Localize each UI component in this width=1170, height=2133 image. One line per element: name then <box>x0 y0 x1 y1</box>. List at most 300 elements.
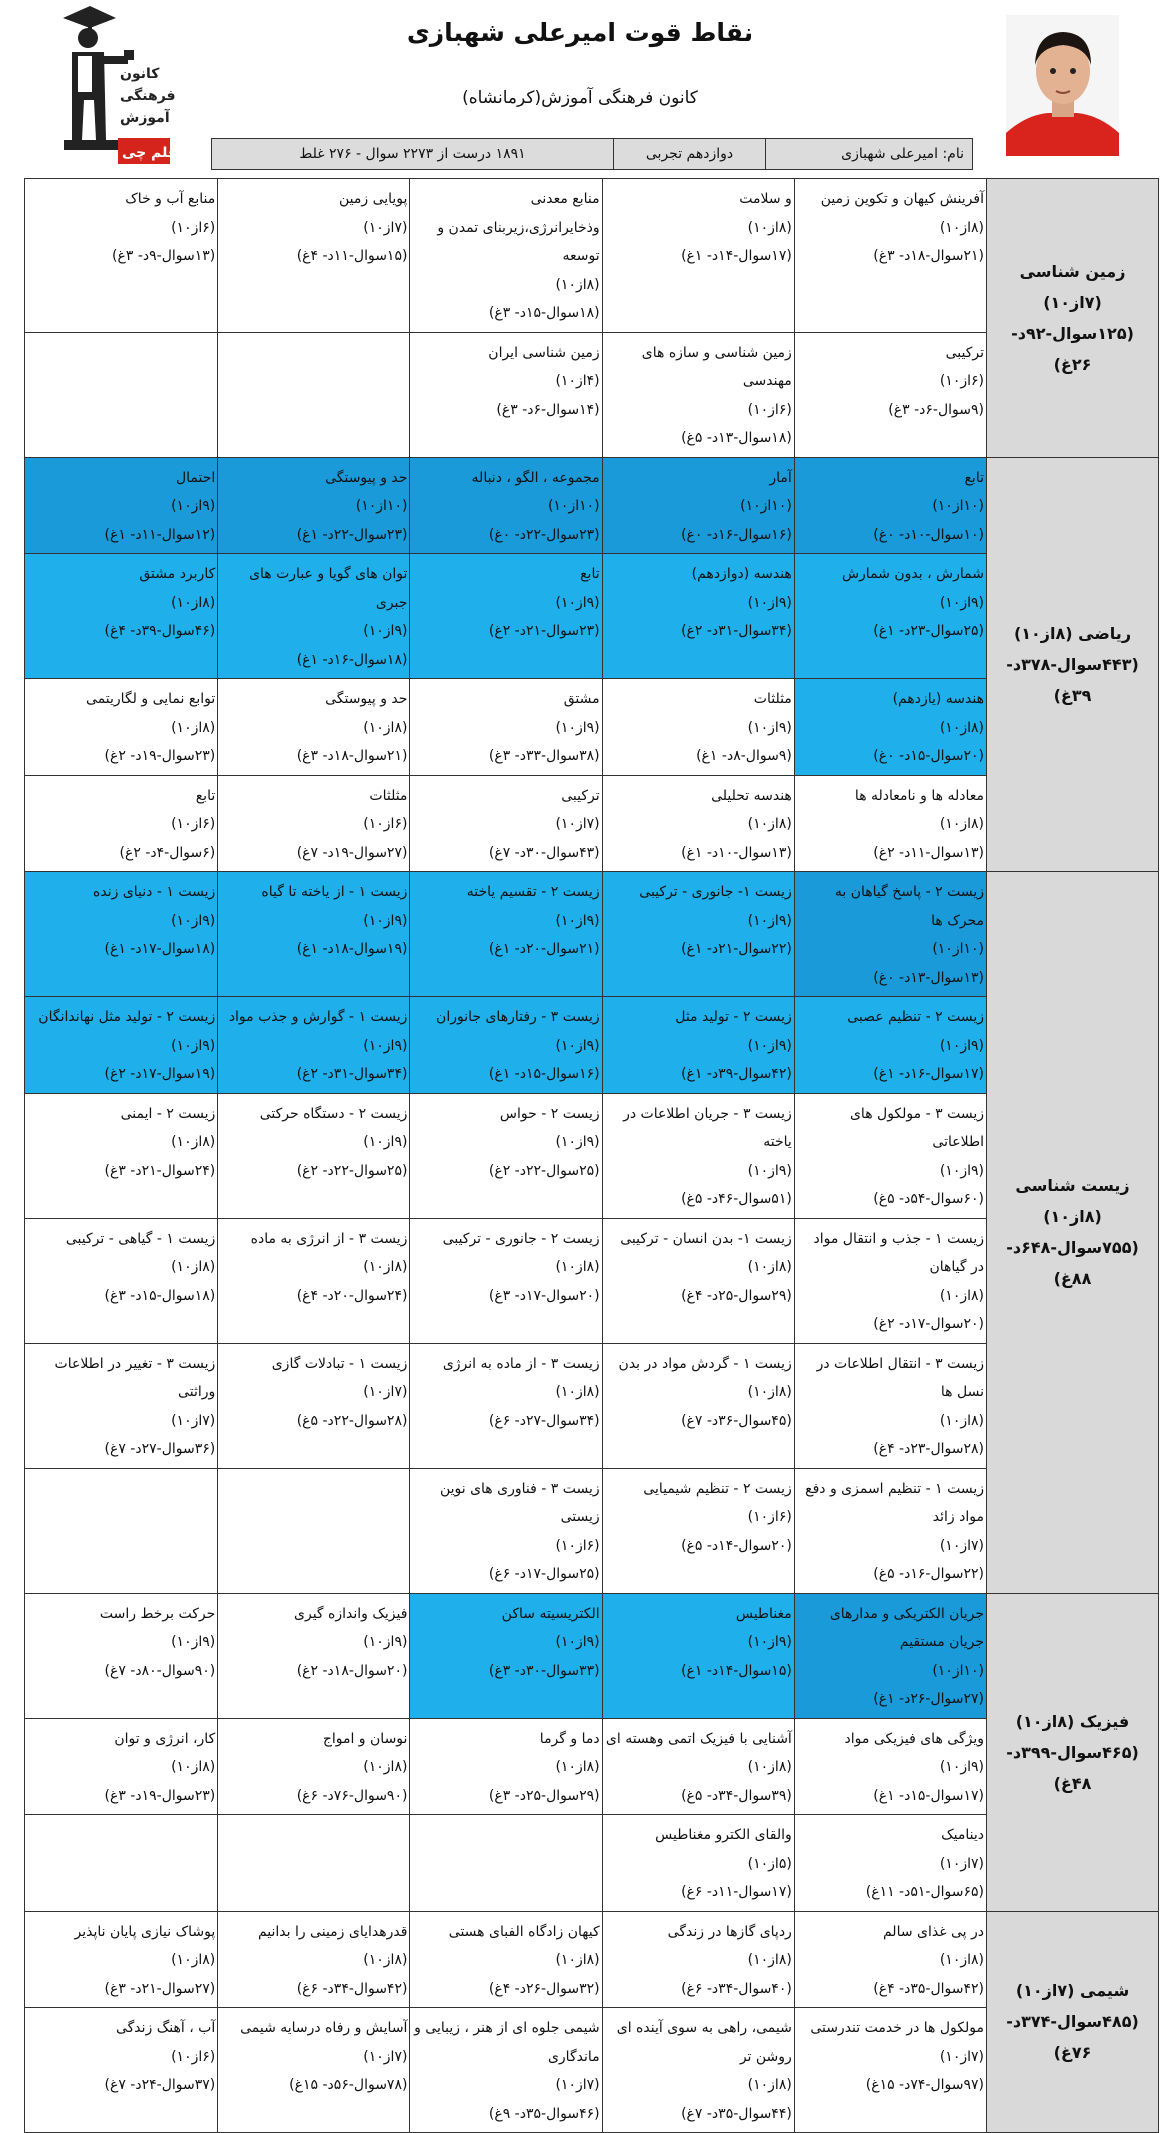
topic-cell <box>25 1219 217 1343</box>
topic-name: و سلامت <box>605 185 792 214</box>
topic-cell <box>25 1094 217 1218</box>
topic-name: آسایش و رفاه درسایه شیمی <box>220 2014 407 2043</box>
topic-counts: (۱۳سوال-۹د- ۳غ) <box>27 242 215 271</box>
topic-counts: (۱۸سوال-۱۷د- ۱غ) <box>27 935 215 964</box>
topic-cell <box>602 997 794 1093</box>
table-row <box>25 776 986 872</box>
topic-counts: (۲۴سوال-۲۱د- ۳غ) <box>27 1157 215 1186</box>
topic-counts: (۲۵سوال-۲۲د- ۲غ) <box>220 1157 407 1186</box>
empty-cell <box>25 1469 217 1593</box>
topic-score: (۸از۱۰) <box>605 1253 792 1282</box>
topic-counts: (۱۷سوال-۱۱د- ۶غ) <box>605 1878 792 1907</box>
topic-name: معادله ها و نامعادله ها <box>797 782 984 811</box>
report-header <box>0 0 1170 178</box>
topic-score: (۹از۱۰) <box>412 714 599 743</box>
topic-cell <box>217 179 409 332</box>
topic-score: (۷از۱۰) <box>797 2043 984 2072</box>
topic-counts: (۳۴سوال-۲۷د- ۶غ) <box>412 1407 599 1436</box>
topic-cell <box>602 179 794 332</box>
topic-counts: (۲۳سوال-۱۹د- ۲غ) <box>27 742 215 771</box>
topic-cell <box>794 776 986 872</box>
topic-name: زیست ۲ - جانوری - ترکیبی <box>412 1225 599 1254</box>
topic-name: حد و پیوستگی <box>220 685 407 714</box>
student-info-bar <box>211 138 973 170</box>
empty-cell <box>217 1469 409 1593</box>
topic-cell <box>217 872 409 996</box>
topic-name: مغناطیس <box>605 1600 792 1629</box>
topic-score: (۸از۱۰) <box>797 1282 984 1311</box>
topic-counts: (۴۶سوال-۳۵د- ۹غ) <box>412 2100 599 2129</box>
topic-name: تابع <box>27 782 215 811</box>
topic-name: زیست ۱ - تبادلات گازی <box>220 1350 407 1379</box>
topic-counts: (۲۰سوال-۱۸د- ۲غ) <box>220 1657 407 1686</box>
topic-counts: (۱۷سوال-۱۴د- ۱غ) <box>605 242 792 271</box>
topic-score: (۷از۱۰) <box>797 1850 984 1879</box>
topic-score: (۹از۱۰) <box>220 1128 407 1157</box>
topic-counts: (۲۰سوال-۱۵د- ۰غ) <box>797 742 984 771</box>
topic-cell <box>25 1594 217 1718</box>
topic-score: (۱۰از۱۰) <box>412 492 599 521</box>
topic-counts: (۳۴سوال-۳۱د- ۲غ) <box>605 617 792 646</box>
topic-counts: (۳۴سوال-۳۱د- ۲غ) <box>220 1060 407 1089</box>
topic-score: (۸از۱۰) <box>27 1753 215 1782</box>
student-name: نام: امیرعلی شهبازی <box>765 139 972 169</box>
topic-score: (۷از۱۰) <box>220 1378 407 1407</box>
topic-name: کیهان زادگاه الفبای هستی <box>412 1918 599 1947</box>
topic-counts: (۲۵سوال-۱۷د- ۶غ) <box>412 1560 599 1589</box>
topic-name: والقای الکترو مغناطیس <box>605 1821 792 1850</box>
topic-score: (۹از۱۰) <box>27 1628 215 1657</box>
subject-section <box>25 872 1159 1594</box>
topic-cell <box>409 458 601 554</box>
table-row <box>25 333 986 457</box>
topic-cell <box>409 872 601 996</box>
topic-score: (۸از۱۰) <box>220 714 407 743</box>
table-row <box>25 997 986 1094</box>
table-row <box>25 1094 986 1219</box>
topic-name: ترکیبی <box>797 339 984 368</box>
table-row <box>25 1719 986 1816</box>
topic-counts: (۴۴سوال-۳۵د- ۷غ) <box>605 2100 792 2129</box>
topic-name: مثلثات <box>605 685 792 714</box>
topic-name: ترکیبی <box>412 782 599 811</box>
topic-counts: (۴۲سوال-۳۴د- ۶غ) <box>220 1975 407 2004</box>
topic-counts: (۶سوال-۴د- ۲غ) <box>27 839 215 868</box>
subject-label: ریاضی (۸از۱۰) (۴۴۳سوال-۳۷۸د- ۳۹غ) <box>986 458 1159 872</box>
topic-counts: (۳۲سوال-۲۶د- ۴غ) <box>412 1975 599 2004</box>
topic-name: زیست ۲ - تولید مثل نهاندانگان <box>27 1003 215 1032</box>
topic-name: مولکول ها در خدمت تندرستی <box>797 2014 984 2043</box>
topic-name: تابع <box>412 560 599 589</box>
topic-cell <box>409 2008 601 2132</box>
topic-cell <box>794 1719 986 1815</box>
topic-cell <box>602 679 794 775</box>
topic-name: توابع نمایی و لگاریتمی <box>27 685 215 714</box>
topic-cell <box>409 1594 601 1718</box>
topic-name: زیست ۱ - گوارش و جذب مواد <box>220 1003 407 1032</box>
topic-score: (۶از۱۰) <box>605 396 792 425</box>
topic-score: (۹از۱۰) <box>220 1032 407 1061</box>
topic-score: (۹از۱۰) <box>412 907 599 936</box>
topic-name: شمارش ، بدون شمارش <box>797 560 984 589</box>
empty-cell <box>25 333 217 457</box>
topic-name: زیست ۲ - حواس <box>412 1100 599 1129</box>
topic-cell <box>25 776 217 872</box>
table-row <box>25 1594 986 1719</box>
topic-name: آب ، آهنگ زندگی <box>27 2014 215 2043</box>
topic-score: (۸از۱۰) <box>27 714 215 743</box>
table-row <box>25 1912 986 2009</box>
topic-cell <box>602 1719 794 1815</box>
topic-score: (۶از۱۰) <box>27 214 215 243</box>
topic-name: پویایی زمین <box>220 185 407 214</box>
topic-cell <box>25 554 217 678</box>
topic-name: زمین شناسی و سازه های مهندسی <box>605 339 792 396</box>
topic-score: (۷از۱۰) <box>220 2043 407 2072</box>
topic-counts: (۱۶سوال-۱۶د- ۰غ) <box>605 521 792 550</box>
topic-cell <box>602 1344 794 1468</box>
topic-name: نوسان و امواج <box>220 1725 407 1754</box>
topic-score: (۸از۱۰) <box>605 1753 792 1782</box>
topic-name: ردپای گازها در زندگی <box>605 1918 792 1947</box>
topic-name: زیست ۳ - رفتارهای جانوران <box>412 1003 599 1032</box>
topic-score: (۴از۱۰) <box>412 367 599 396</box>
subject-section <box>25 1594 1159 1912</box>
page-title: نقاط قوت امیرعلی شهبازی <box>330 18 830 47</box>
topic-score: (۹از۱۰) <box>797 589 984 618</box>
table-row <box>25 458 986 555</box>
topic-score: (۸از۱۰) <box>412 1946 599 1975</box>
topic-cell <box>602 1912 794 2008</box>
topic-name: کار، انرژی و توان <box>27 1725 215 1754</box>
topic-cell <box>602 1219 794 1343</box>
subject-label: شیمی (۷از۱۰) (۴۸۵سوال-۳۷۴د- ۷۶غ) <box>986 1912 1159 2133</box>
topic-cell <box>409 1912 601 2008</box>
topic-name: در پی غذای سالم <box>797 1918 984 1947</box>
topic-cell <box>602 1815 794 1911</box>
topic-counts: (۱۵سوال-۱۱د- ۴غ) <box>220 242 407 271</box>
topic-name: زیست ۲ - پاسخ گیاهان به محرک ها <box>797 878 984 935</box>
topic-counts: (۴۳سوال-۳۰د- ۷غ) <box>412 839 599 868</box>
topic-cell <box>409 1094 601 1218</box>
topic-counts: (۴۶سوال-۳۹د- ۴غ) <box>27 617 215 646</box>
topic-name: آمار <box>605 464 792 493</box>
topic-counts: (۲۱سوال-۱۸د- ۳غ) <box>797 242 984 271</box>
empty-cell <box>409 1815 601 1911</box>
subject-label: زیست شناسی (۸از۱۰) (۷۵۵سوال-۶۴۸د- ۸۸غ) <box>986 872 1159 1593</box>
topic-cell <box>602 1094 794 1218</box>
topic-score: (۷از۱۰) <box>412 810 599 839</box>
topic-name: زیست ۲ - تولید مثل <box>605 1003 792 1032</box>
topic-name: آفرینش کیهان و تکوین زمین <box>797 185 984 214</box>
topic-name: منابع آب و خاک <box>27 185 215 214</box>
svg-text:فرهنگی: فرهنگی <box>120 87 176 104</box>
topic-score: (۸از۱۰) <box>27 1253 215 1282</box>
topic-counts: (۷۸سوال-۵۶د- ۱۵غ) <box>220 2071 407 2100</box>
topic-counts: (۵۱سوال-۴۶د- ۵غ) <box>605 1185 792 1214</box>
topic-counts: (۹سوال-۸د- ۱غ) <box>605 742 792 771</box>
topic-score: (۹از۱۰) <box>220 1628 407 1657</box>
topic-cell <box>602 333 794 457</box>
topic-counts: (۹۷سوال-۷۴د- ۱۵غ) <box>797 2071 984 2100</box>
topic-score: (۹از۱۰) <box>412 589 599 618</box>
topic-cell <box>217 2008 409 2132</box>
topic-score: (۹از۱۰) <box>27 492 215 521</box>
topic-counts: (۴۲سوال-۳۹د- ۱غ) <box>605 1060 792 1089</box>
topic-score: (۹از۱۰) <box>605 1628 792 1657</box>
topic-cell <box>794 872 986 996</box>
topic-name: احتمال <box>27 464 215 493</box>
topic-counts: (۲۰سوال-۱۴د- ۵غ) <box>605 1532 792 1561</box>
topic-name: هندسه (یازدهم) <box>797 685 984 714</box>
topic-name: دما و گرما <box>412 1725 599 1754</box>
topic-counts: (۱۷سوال-۱۵د- ۱غ) <box>797 1782 984 1811</box>
topic-name: حد و پیوستگی <box>220 464 407 493</box>
topic-score: (۷از۱۰) <box>412 2071 599 2100</box>
topic-cell <box>409 679 601 775</box>
topic-cell <box>25 458 217 554</box>
topic-score: (۹از۱۰) <box>27 1032 215 1061</box>
topic-score: (۹از۱۰) <box>220 907 407 936</box>
topic-name: زیست ۱ - از یاخته تا گیاه <box>220 878 407 907</box>
topic-counts: (۲۷سوال-۱۹د- ۷غ) <box>220 839 407 868</box>
subject-section <box>25 179 1159 458</box>
topic-counts: (۲۹سوال-۲۵د- ۴غ) <box>605 1282 792 1311</box>
topic-counts: (۲۵سوال-۲۳د- ۱غ) <box>797 617 984 646</box>
topic-counts: (۲۰سوال-۱۷د- ۲غ) <box>797 1310 984 1339</box>
topic-cell <box>217 776 409 872</box>
topic-name: زیست ۳ - از ماده به انرژی <box>412 1350 599 1379</box>
topic-counts: (۲۰سوال-۱۷د- ۳غ) <box>412 1282 599 1311</box>
topic-score: (۸از۱۰) <box>605 1946 792 1975</box>
topic-cell <box>25 997 217 1093</box>
topic-counts: (۱۸سوال-۱۵د- ۳غ) <box>412 299 599 328</box>
topic-counts: (۲۵سوال-۲۲د- ۲غ) <box>412 1157 599 1186</box>
topic-score: (۸از۱۰) <box>797 1946 984 1975</box>
topic-score: (۸از۱۰) <box>605 810 792 839</box>
topic-score: (۸از۱۰) <box>797 714 984 743</box>
topic-counts: (۱۹سوال-۱۸د- ۱غ) <box>220 935 407 964</box>
topic-counts: (۹۰سوال-۷۶د- ۶غ) <box>220 1782 407 1811</box>
topic-counts: (۲۷سوال-۲۶د- ۱غ) <box>797 1685 984 1714</box>
topic-counts: (۲۸سوال-۲۳د- ۴غ) <box>797 1435 984 1464</box>
topic-score: (۸از۱۰) <box>605 214 792 243</box>
topic-counts: (۲۷سوال-۲۱د- ۳غ) <box>27 1975 215 2004</box>
topic-cell <box>217 997 409 1093</box>
topic-cell <box>794 1094 986 1218</box>
topic-cell <box>409 1469 601 1593</box>
topic-cell <box>25 1344 217 1468</box>
topic-score: (۹از۱۰) <box>797 1753 984 1782</box>
table-row <box>25 2008 986 2132</box>
topic-cell <box>25 1719 217 1815</box>
topic-name: زیست ۲ - تنظیم شیمیایی <box>605 1475 792 1504</box>
svg-text:کانون: کانون <box>120 66 160 82</box>
topic-score: (۶از۱۰) <box>27 810 215 839</box>
topic-cell <box>409 179 601 332</box>
topic-name: زیست ۱ - تنظیم اسمزی و دفع مواد زائد <box>797 1475 984 1532</box>
topic-cell <box>794 679 986 775</box>
topic-name: دینامیک <box>797 1821 984 1850</box>
topic-cell <box>794 1912 986 2008</box>
topic-cell <box>25 872 217 996</box>
topic-score: (۸از۱۰) <box>605 1378 792 1407</box>
topic-cell <box>602 1469 794 1593</box>
topic-counts: (۳۶سوال-۲۷د- ۷غ) <box>27 1435 215 1464</box>
topic-counts: (۱۳سوال-۱۱د- ۲غ) <box>797 839 984 868</box>
topic-name: زیست ۲ - تقسیم یاخته <box>412 878 599 907</box>
student-grade: دوازدهم تجربی <box>613 139 765 169</box>
topic-score: (۹از۱۰) <box>605 1032 792 1061</box>
topic-score: (۱۰از۱۰) <box>605 492 792 521</box>
topic-cell <box>794 1815 986 1911</box>
topic-cell <box>409 554 601 678</box>
subject-label: فیزیک (۸از۱۰) (۴۶۵سوال-۳۹۹د- ۴۸غ) <box>986 1594 1159 1911</box>
table-row <box>25 679 986 776</box>
topic-counts: (۱۸سوال-۱۵د- ۳غ) <box>27 1282 215 1311</box>
topic-cell <box>25 2008 217 2132</box>
topic-name: شیمی جلوه ای از هنر ، زیبایی و ماندگاری <box>412 2014 599 2071</box>
topic-score: (۸از۱۰) <box>797 1407 984 1436</box>
topic-cell <box>409 997 601 1093</box>
topic-name: شیمی، راهی به سوی آینده ای روشن تر <box>605 2014 792 2071</box>
topic-score: (۸از۱۰) <box>27 1946 215 1975</box>
topic-counts: (۱۳سوال-۱۳د- ۰غ) <box>797 964 984 993</box>
topic-counts: (۱۸سوال-۱۳د- ۵غ) <box>605 424 792 453</box>
topic-name: تابع <box>797 464 984 493</box>
topic-score: (۶از۱۰) <box>220 810 407 839</box>
topic-counts: (۹۰سوال-۸۰د- ۷غ) <box>27 1657 215 1686</box>
svg-text:آموزش: آموزش <box>120 108 171 126</box>
topic-counts: (۳۸سوال-۳۳د- ۳غ) <box>412 742 599 771</box>
topic-counts: (۲۱سوال-۱۸د- ۳غ) <box>220 742 407 771</box>
topic-counts: (۲۳سوال-۱۹د- ۳غ) <box>27 1782 215 1811</box>
topic-name: مجموعه ، الگو ، دنباله <box>412 464 599 493</box>
topic-counts: (۱۹سوال-۱۷د- ۲غ) <box>27 1060 215 1089</box>
empty-cell <box>217 1815 409 1911</box>
topic-counts: (۶۵سوال-۵۱د- ۱۱غ) <box>797 1878 984 1907</box>
topic-counts: (۲۳سوال-۲۲د- ۰غ) <box>412 521 599 550</box>
topic-name: زیست ۳ - فناوری های نوین زیستی <box>412 1475 599 1532</box>
topic-cell <box>602 776 794 872</box>
topic-counts: (۶۰سوال-۵۴د- ۵غ) <box>797 1185 984 1214</box>
topic-cell <box>794 1219 986 1343</box>
topic-cell <box>217 1094 409 1218</box>
topic-cell <box>794 1469 986 1593</box>
topic-score: (۱۰از۱۰) <box>797 492 984 521</box>
topic-cell <box>409 333 601 457</box>
topic-cell <box>25 679 217 775</box>
subject-label: زمین شناسی (۷از۱۰) (۱۲۵سوال-۹۲د- ۲۶غ) <box>986 179 1159 457</box>
topic-cell <box>217 458 409 554</box>
topic-name: فیزیک واندازه گیری <box>220 1600 407 1629</box>
topic-counts: (۲۳سوال-۲۲د- ۱غ) <box>220 521 407 550</box>
topic-counts: (۲۲سوال-۱۶د- ۵غ) <box>797 1560 984 1589</box>
topic-name: زیست ۲ - دستگاه حرکتی <box>220 1100 407 1129</box>
overall-stats: ۱۸۹۱ درست از ۲۲۷۳ سوال - ۲۷۶ غلط <box>212 139 613 169</box>
topic-name: زمین شناسی ایران <box>412 339 599 368</box>
topic-score: (۵از۱۰) <box>605 1850 792 1879</box>
topic-cell <box>602 2008 794 2132</box>
topic-cell <box>794 2008 986 2132</box>
topic-score: (۱۰از۱۰) <box>220 492 407 521</box>
topic-score: (۹از۱۰) <box>605 1157 792 1186</box>
topic-name: زیست ۱ - دنیای زنده <box>27 878 215 907</box>
topic-score: (۸از۱۰) <box>412 1378 599 1407</box>
topic-cell <box>217 679 409 775</box>
topic-counts: (۳۹سوال-۳۴د- ۵غ) <box>605 1782 792 1811</box>
table-row <box>25 179 986 333</box>
subject-section <box>25 1912 1159 2133</box>
empty-cell <box>217 333 409 457</box>
topic-score: (۸از۱۰) <box>412 271 599 300</box>
topic-counts: (۴۰سوال-۳۴د- ۶غ) <box>605 1975 792 2004</box>
topic-cell <box>794 997 986 1093</box>
topic-name: زیست ۳ - تغییر در اطلاعات وراثتی <box>27 1350 215 1407</box>
topic-cell <box>25 179 217 332</box>
topic-score: (۹از۱۰) <box>412 1628 599 1657</box>
topic-score: (۶از۱۰) <box>605 1503 792 1532</box>
topic-score: (۱۰از۱۰) <box>797 935 984 964</box>
topic-name: هندسه (دوازدهم) <box>605 560 792 589</box>
topic-name: زیست ۳ - جریان اطلاعات در یاخته <box>605 1100 792 1157</box>
topic-name: زیست ۱- بدن انسان - ترکیبی <box>605 1225 792 1254</box>
topic-counts: (۳۳سوال-۳۰د- ۳غ) <box>412 1657 599 1686</box>
empty-cell <box>25 1815 217 1911</box>
topic-cell <box>217 1219 409 1343</box>
topic-name: زیست ۱ - گردش مواد در بدن <box>605 1350 792 1379</box>
topic-cell <box>409 1219 601 1343</box>
topic-score: (۶از۱۰) <box>797 367 984 396</box>
topic-counts: (۱۰سوال-۱۰د- ۰غ) <box>797 521 984 550</box>
table-row <box>25 1469 986 1593</box>
topic-name: مثلثات <box>220 782 407 811</box>
topic-counts: (۴۲سوال-۳۵د- ۴غ) <box>797 1975 984 2004</box>
topic-cell <box>794 1594 986 1718</box>
topic-counts: (۱۵سوال-۱۴د- ۱غ) <box>605 1657 792 1686</box>
topic-score: (۹از۱۰) <box>412 1128 599 1157</box>
topic-name: زیست ۳ - از انرژی به ماده <box>220 1225 407 1254</box>
topic-name: الکتریسیته ساکن <box>412 1600 599 1629</box>
topic-name: زیست ۱ - جذب و انتقال مواد در گیاهان <box>797 1225 984 1282</box>
svg-text:قلم چی: قلم چی <box>122 145 177 161</box>
topic-score: (۹از۱۰) <box>220 617 407 646</box>
topic-name: زیست ۳ - انتقال اطلاعات در نسل ها <box>797 1350 984 1407</box>
table-row <box>25 1219 986 1344</box>
topic-name: مشتق <box>412 685 599 714</box>
topic-counts: (۴۵سوال-۳۶د- ۷غ) <box>605 1407 792 1436</box>
table-row <box>25 1815 986 1911</box>
topic-score: (۹از۱۰) <box>605 907 792 936</box>
topic-score: (۸از۱۰) <box>605 2071 792 2100</box>
topic-score: (۹از۱۰) <box>797 1157 984 1186</box>
topic-score: (۸از۱۰) <box>27 589 215 618</box>
subject-section <box>25 458 1159 873</box>
topic-score: (۹از۱۰) <box>412 1032 599 1061</box>
topic-score: (۸از۱۰) <box>220 1753 407 1782</box>
topic-name: توان های گویا و عبارت های جبری <box>220 560 407 617</box>
topic-name: قدرهدایای زمینی را بدانیم <box>220 1918 407 1947</box>
topic-counts: (۱۲سوال-۱۱د- ۱غ) <box>27 521 215 550</box>
topic-cell <box>217 554 409 678</box>
topic-name: زیست ۳ - مولکول های اطلاعاتی <box>797 1100 984 1157</box>
topic-name: زیست ۱- جانوری - ترکیبی <box>605 878 792 907</box>
topic-counts: (۲۳سوال-۲۱د- ۲غ) <box>412 617 599 646</box>
topic-cell <box>217 1344 409 1468</box>
topic-name: هندسه تحلیلی <box>605 782 792 811</box>
topic-counts: (۱۸سوال-۱۶د- ۱غ) <box>220 646 407 675</box>
page-subtitle: کانون فرهنگی آموزش(کرمانشاه) <box>330 88 830 108</box>
